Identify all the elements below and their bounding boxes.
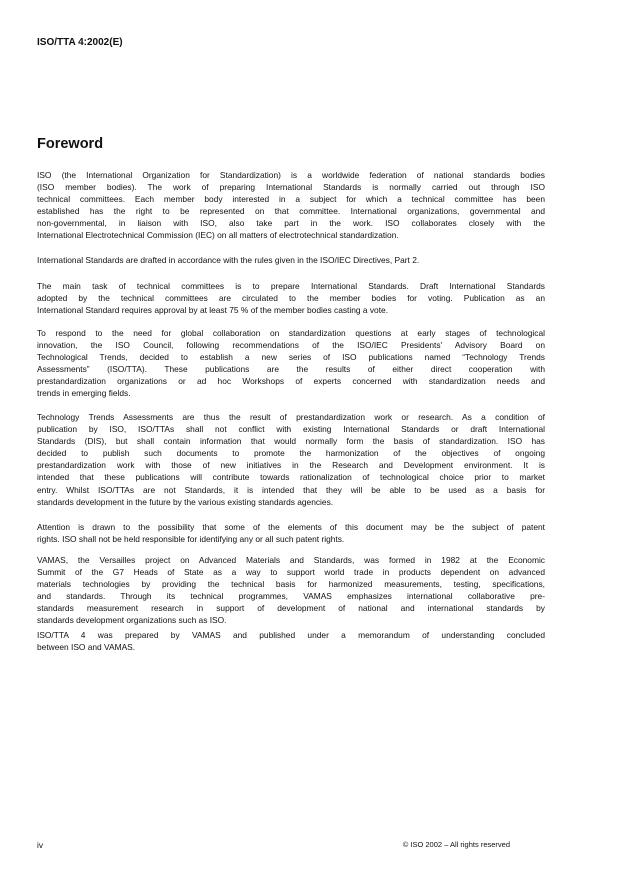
paragraph xyxy=(37,254,545,266)
document-id-header: ISO/TTA 4:2002(E) xyxy=(37,37,123,48)
paragraph-line: (ISO member bodies). The work of preparing International Standards is normally carried out through ISO xyxy=(37,182,545,193)
paragraph-line: Technology Trends Assessments are thus the result of prestandardization work or research. As a condition of xyxy=(37,412,545,422)
copyright-notice: © ISO 2002 – All rights reserved xyxy=(402,840,510,849)
paragraph-line: materials technologies by providing the technical basis for harmonized measurements, testing, specifications, xyxy=(37,579,545,590)
paragraph-line: standards measurement research in support of development of national and international standards by xyxy=(37,603,545,614)
paragraph-line: VAMAS, the Versailles project on Advanced Materials and Standards, was formed in 1982 at the Economic xyxy=(37,555,545,565)
paragraph-line: innovation, the ISO Council, following recommendations of the ISO/IEC Presidents' Advisory Board on xyxy=(37,340,545,351)
paragraph xyxy=(37,411,545,508)
paragraph-line: standards development in the future by the various existing standards agencies. xyxy=(37,496,334,507)
paragraph-line: and standards. Through its technical programmes, VAMAS emphasizes international collaborative pre- xyxy=(37,591,545,602)
paragraph-line: non-governmental, in liaison with ISO, also take part in the work. ISO collaborates closely with the xyxy=(37,218,545,229)
paragraph-line: Standards (DIS), but shall contain information that would normally form the basis of standardization. ISO has xyxy=(37,436,545,447)
paragraph-line: To respond to the need for global collaboration on standardization questions at early stages of technological xyxy=(37,328,545,338)
paragraph xyxy=(37,280,545,316)
section-title: Foreword xyxy=(37,136,104,152)
paragraph-line: International Standard requires approval by at least 75 % of the member bodies casting a vote. xyxy=(37,305,389,316)
paragraph-line: The main task of technical committees is to prepare International Standards. Draft International Standards xyxy=(37,281,545,291)
paragraph-line: established has the right to be represented on that committee. International organizations, governmental and xyxy=(37,206,545,217)
paragraph-line: International Standards are drafted in accordance with the rules given in the ISO/IEC Directives, Part 2. xyxy=(37,255,420,265)
paragraph xyxy=(37,521,545,545)
paragraph-line: Attention is drawn to the possibility that some of the elements of this document may be the subject of patent xyxy=(37,522,545,532)
paragraph-line: between ISO and VAMAS. xyxy=(37,642,136,653)
paragraph-line: prestandardization organizations or ad hoc Workshops of experts concerned with standardization needs and xyxy=(37,376,545,387)
paragraph-line: entry. Whilst ISO/TTAs are not Standards, it is intended that they will be able to be used as a basis for xyxy=(37,484,545,495)
paragraph-line: Summit of the G7 Heads of State as a way to support world trade in products dependent on advanced xyxy=(37,567,545,578)
paragraph xyxy=(37,554,545,627)
paragraph-line: standards development organizations such as ISO. xyxy=(37,615,227,626)
page-number: iv xyxy=(37,840,44,850)
paragraph xyxy=(37,169,545,242)
paragraph xyxy=(37,629,545,653)
paragraph-line: ISO (the International Organization for Standardization) is a worldwide federation of national standards bodies xyxy=(37,170,545,180)
paragraph-line: International Electrotechnical Commission (IEC) on all matters of electrotechnical standardization. xyxy=(37,230,399,241)
paragraph xyxy=(37,327,545,400)
paragraph-line: ISO/TTA 4 was prepared by VAMAS and published under a memorandum of understanding concluded xyxy=(37,630,545,640)
paragraph-line: publication by ISO, ISO/TTAs shall not conflict with existing International Standards or draft International xyxy=(37,424,545,435)
paragraph-line: decided to publish such documents to promote the harmonization of the objectives of ongoing xyxy=(37,448,545,459)
paragraph-line: Assessments” (ISO/TTA). These publications are the results of either direct cooperation with xyxy=(37,364,545,375)
paragraph-line: technical committees. Each member body interested in a subject for which a technical committee has been xyxy=(37,194,545,205)
paragraph-line: prestandardization work with those of new initiatives in the Research and Development environment. It is xyxy=(37,460,545,471)
paragraph-line: intended that these publications will contribute towards rationalization of technological choice prior to market xyxy=(37,472,545,483)
paragraph-line: rights. ISO shall not be held responsible for identifying any or all such patent rights. xyxy=(37,534,345,545)
paragraph-line: trends in emerging fields. xyxy=(37,388,131,399)
paragraph-line: adopted by the technical committees are circulated to the member bodies for voting. Publication as an xyxy=(37,293,545,304)
paragraph-line: Technological Trends, decided to establish a new series of ISO publications named “Technology Trends xyxy=(37,352,545,363)
